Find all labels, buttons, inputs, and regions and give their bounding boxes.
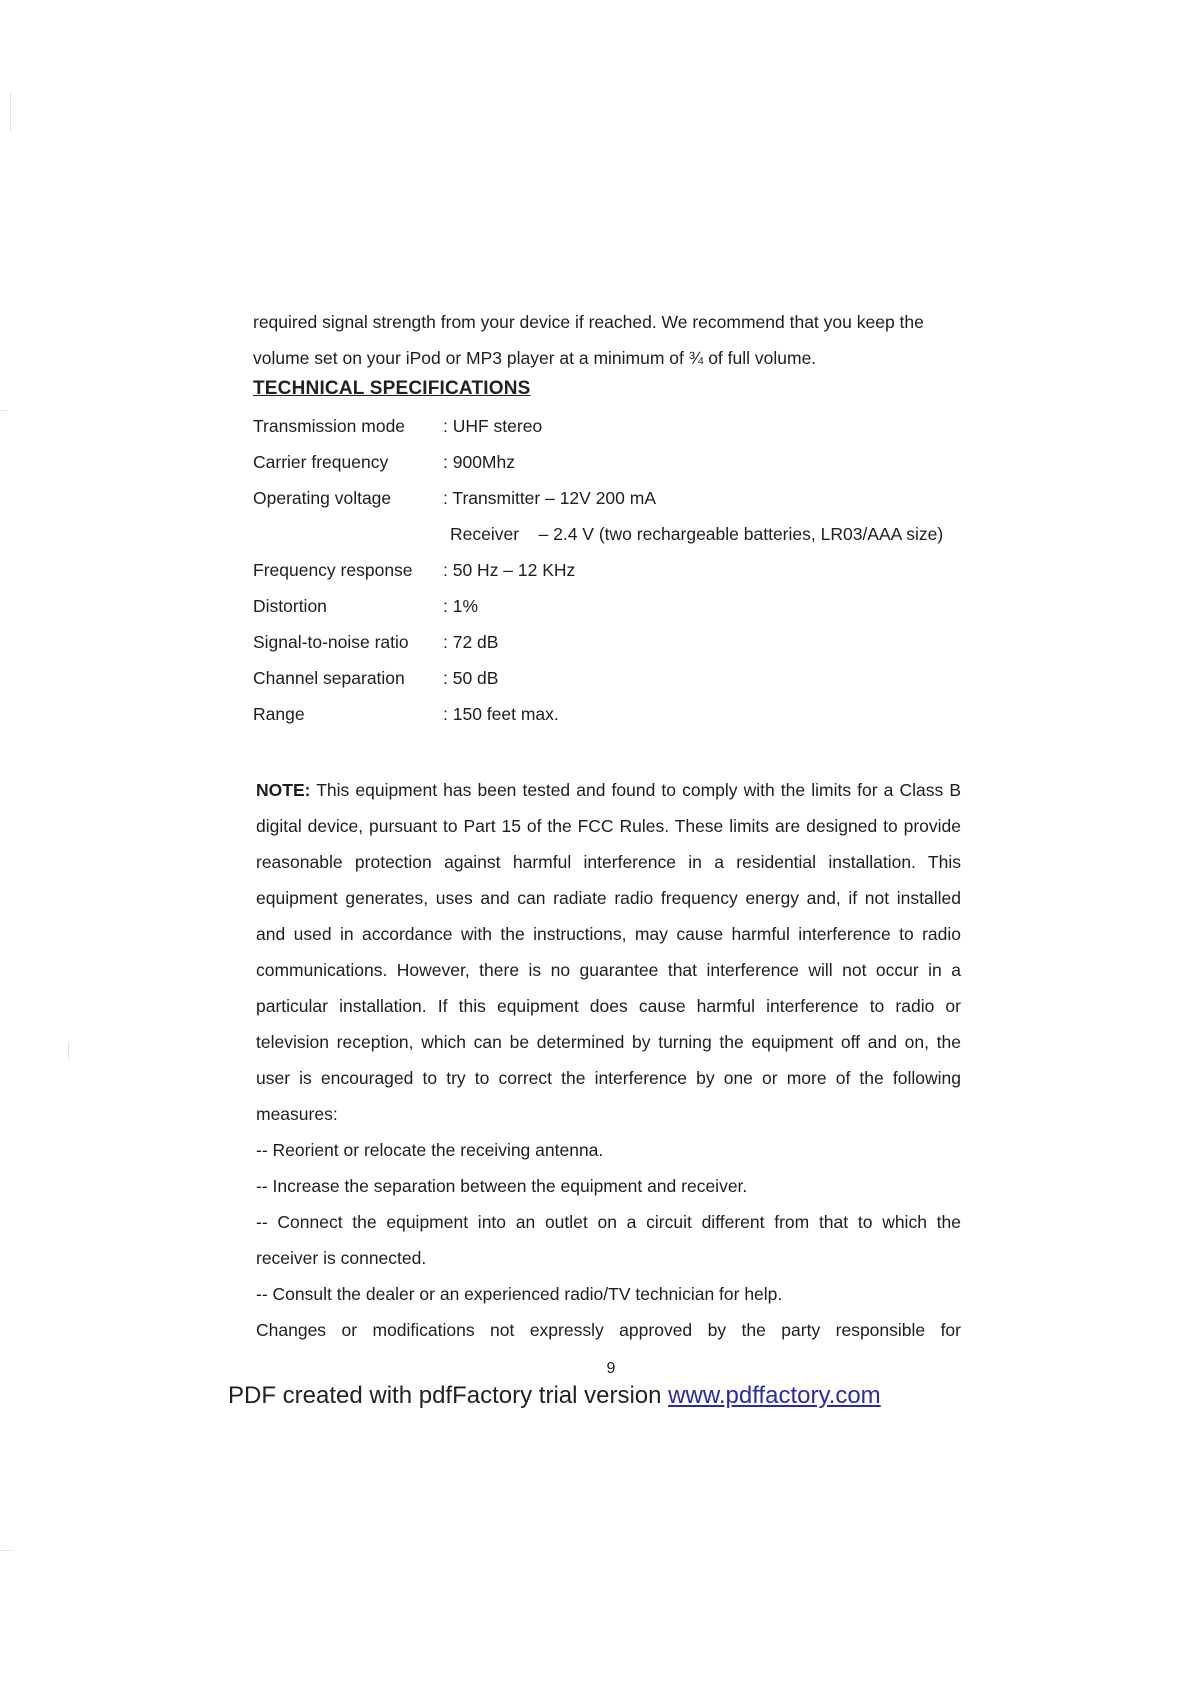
note-line: and used in accordance with the instructions, may cause harmful interference to radio bbox=[256, 924, 961, 944]
spec-label bbox=[253, 520, 443, 556]
fcc-note bbox=[256, 772, 961, 1348]
note-line: particular installation. If this equipment does cause harmful interference to radio or bbox=[256, 996, 961, 1016]
spec-value: : 72 dB bbox=[443, 632, 499, 652]
spec-value: : Transmitter – 12V 200 mA bbox=[443, 488, 657, 508]
spec-label: Channel separation bbox=[253, 668, 405, 688]
scan-edge-mark bbox=[68, 1042, 69, 1060]
measure-item: -- Reorient or relocate the receiving antenna. bbox=[256, 1140, 604, 1160]
spec-value: : 900Mhz bbox=[443, 452, 515, 472]
spec-row bbox=[253, 628, 973, 664]
spec-label: Distortion bbox=[253, 596, 327, 616]
spec-label: Transmission mode bbox=[253, 416, 406, 436]
measure-item: -- Increase the separation between the equipment and receiver. bbox=[256, 1176, 748, 1196]
section-heading: TECHNICAL SPECIFICATIONS bbox=[253, 378, 531, 399]
note-line: television reception, which can be determined by turning the equipment off and on, the bbox=[256, 1032, 961, 1052]
spec-row bbox=[253, 412, 973, 448]
note-line: measures: bbox=[256, 1104, 338, 1124]
page-number: 9 bbox=[606, 1360, 616, 1377]
scan-edge-mark bbox=[10, 92, 11, 132]
note-line: communications. However, there is no guarantee that interference will not occur in a bbox=[256, 960, 961, 980]
pdffactory-link[interactable]: www.pdffactory.com bbox=[668, 1382, 881, 1409]
spec-value: : 150 feet max. bbox=[443, 704, 559, 724]
footer-text: PDF created with pdfFactory trial version bbox=[228, 1382, 669, 1409]
spec-row bbox=[253, 592, 973, 628]
intro-paragraph bbox=[253, 304, 963, 376]
spec-row bbox=[253, 556, 973, 592]
spec-label: Signal-to-noise ratio bbox=[253, 632, 409, 652]
closing-line: Changes or modifications not expressly approved by the party responsible for bbox=[256, 1320, 961, 1340]
spec-row bbox=[253, 520, 973, 556]
spec-row bbox=[253, 664, 973, 700]
note-line: equipment generates, uses and can radiate radio frequency energy and, if not installed bbox=[256, 888, 961, 908]
spec-value: : 50 dB bbox=[443, 668, 499, 688]
scan-edge-mark bbox=[0, 410, 8, 411]
spec-label: Frequency response bbox=[253, 560, 413, 580]
note-line: user is encouraged to try to correct the interference by one or more of the following bbox=[256, 1068, 961, 1088]
spec-row bbox=[253, 448, 973, 484]
spec-value: Receiver – 2.4 V (two rechargeable batteries, LR03/AAA size) bbox=[450, 524, 944, 544]
note-line: digital device, pursuant to Part 15 of the FCC Rules. These limits are designed to provide bbox=[256, 816, 961, 836]
spec-label: Range bbox=[253, 704, 305, 724]
note-line bbox=[256, 772, 961, 808]
intro-line: required signal strength from your device if reached. We recommend that you keep the bbox=[253, 312, 924, 332]
measure-item: -- Connect the equipment into an outlet on a circuit different from that to which the bbox=[256, 1212, 961, 1232]
spec-label: Operating voltage bbox=[253, 488, 392, 508]
spec-row bbox=[253, 484, 973, 520]
spec-value: : UHF stereo bbox=[443, 416, 543, 436]
spec-table bbox=[253, 412, 973, 736]
note-line: reasonable protection against harmful interference in a residential installation. This bbox=[256, 852, 961, 872]
spec-value: : 1% bbox=[443, 596, 479, 616]
spec-value: : 50 Hz – 12 KHz bbox=[443, 560, 576, 580]
spec-label: Carrier frequency bbox=[253, 452, 389, 472]
note-text: This equipment has been tested and found to comply with the limits for a Class B bbox=[310, 780, 961, 800]
spec-row bbox=[253, 700, 973, 736]
intro-line: volume set on your iPod or MP3 player at a minimum of ¾ of full volume. bbox=[253, 348, 817, 368]
scan-edge-mark bbox=[0, 1550, 12, 1551]
pdf-footer bbox=[228, 1382, 881, 1410]
measure-item-continued: receiver is connected. bbox=[256, 1248, 427, 1268]
note-label: NOTE: bbox=[256, 780, 311, 800]
measure-item: -- Consult the dealer or an experienced radio/TV technician for help. bbox=[256, 1284, 783, 1304]
